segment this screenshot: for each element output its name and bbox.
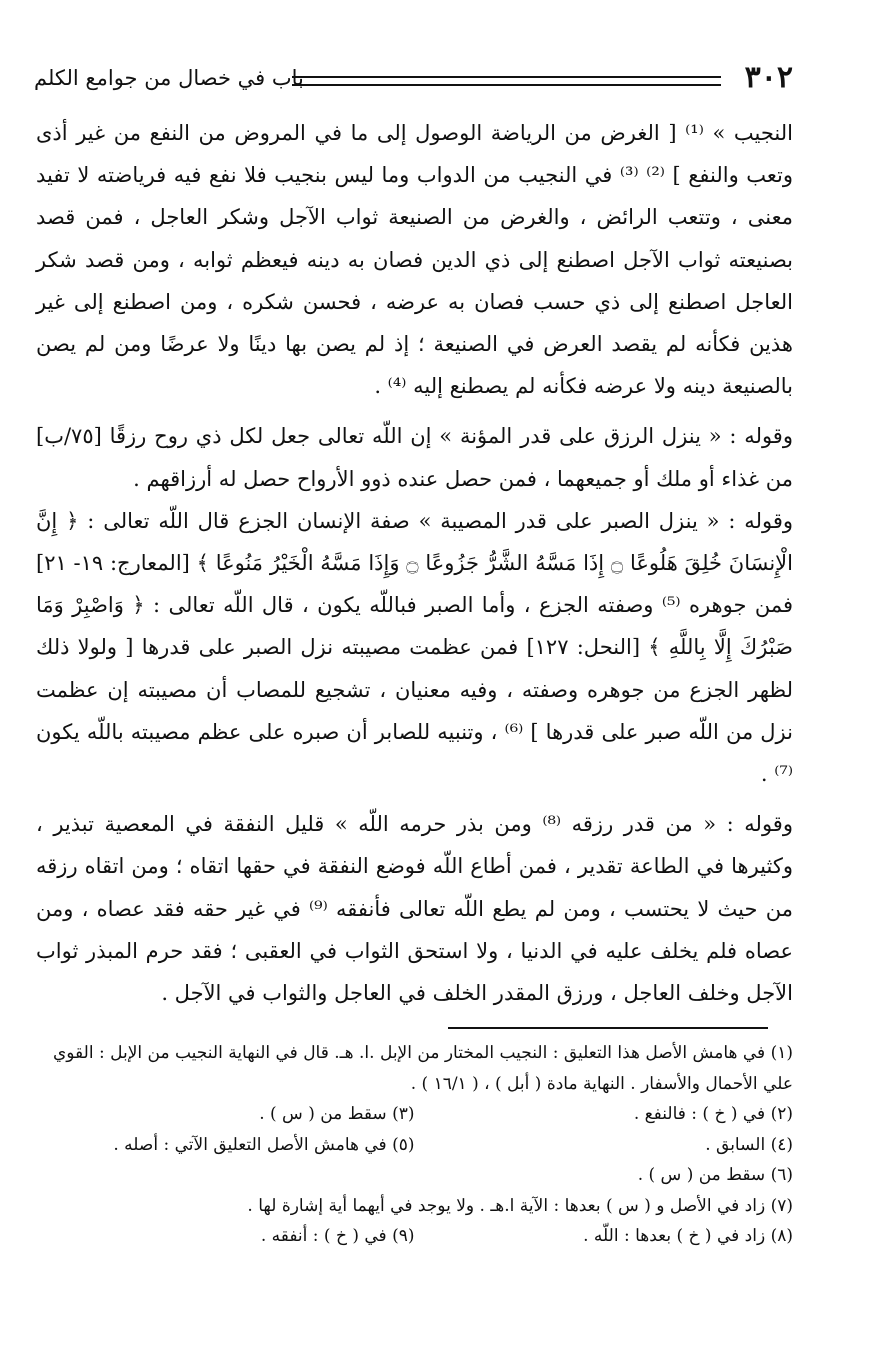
paragraph: النجيب » ⁽¹⁾ [ الغرض من الرياضة الوصول إلى ما في المروض من النفع من غير أذى وتعب والنفع ] ⁽²⁾ ⁽³⁾ في النجيب من الدواب وما ليس بنجيب فلا نفع فيه فرياضته لا تفيد معنى ، وتتعب الرائض ، والغرض من الصنيعة ثواب الآجل وشكر العاجل ، فمن قصد بصنيعته ثواب الآجل اصطنع إلى ذي الدين فصان به دينه فيعظم ثوابه ، ومن قصد شكر العاجل اصطنع إلى ذي حسب فصان به عرضه ، فحسن شكره ، ومن اصطنع إلى غير هذين فكأنه لم يقصد العرض في الصنيعة ؛ إذ لم يصن بها دينًا ولا عرضًا ومن لم يصن بالصنيعة دينه ولا عرضه فكأنه لم يصطنع إليه ⁽⁴⁾ . (36, 121, 793, 399)
footnote: (٨) زاد في ( خ ) بعدها : اللّه . (583, 1226, 793, 1246)
chapter-title: باب في خصال من جوامع الكلم (34, 66, 304, 90)
running-header (34, 58, 793, 98)
footnote: (١) في هامش الأصل هذا التعليق : النجيب المختار من الإبل .ا. هـ. قال في النهاية النجيب من الإبل : القوي علي الأحمال والأسفار . النهاية مادة ( أبل ) ، ( ١٦/١ ) . (52, 1043, 793, 1094)
paragraph: وقوله : « ينزل الصبر على قدر المصيبة » صفة الإنسان الجزع قال اللّه تعالى : ﴿ إِنَّ الْإِنسَانَ خُلِقَ هَلُوعًا ۝ إِذَا مَسَّهُ الشَّرُّ جَزُوعًا ۝ وَإِذَا مَسَّهُ الْخَيْرُ مَنُوعًا ﴾ [المعارج: ١٩- ٢١] فمن جوهره ⁽⁵⁾ وصفته الجزع ، وأما الصبر فباللّه يكون ، قال اللّه تعالى : ﴿ وَاصْبِرْ وَمَا صَبْرُكَ إِلَّا بِاللَّهِ ﴾ [النحل: ١٢٧] فمن عظمت مصيبته نزل الصبر على قدرها [ ولولا ذلك لظهر الجزع من جوهره وصفته ، وفيه معنيان ، تشجيع للمصاب أن مصيبته إن عظمت نزل من اللّه صبر على قدرها ] ⁽⁶⁾ ، وتنبيه للصابر أن صبره على عظم مصيبته باللّه يكون ⁽⁷⁾ . (36, 508, 793, 787)
paragraph: وقوله : « من قدر رزقه ⁽⁸⁾ ومن بذر حرمه اللّه » قليل النفقة في المعصية تبذير ، وكثيرها في الطاعة تقدير ، فمن أطاع اللّه فوضع النفقة في حقها اتقاه ؛ ومن اتقاه رزقه من حيث لا يحتسب ، ومن لم يطع اللّه تعالى فأنفقه ⁽⁹⁾ في غير حقه فقد عصاه ، ومن عصاه فلم يخلف عليه في الدنيا ، ولا استحق الثواب في العقبى ؛ فقد حرم المبذر ثواب الآجل وخلف العاجل ، ورزق المقدر الخلف في العاجل والثواب في الآجل . (36, 812, 793, 1006)
footnote-row (36, 1221, 793, 1252)
footnote: (٥) في هامش الأصل التعليق الآتي : أصله . (113, 1134, 415, 1155)
header-double-rule (292, 76, 721, 86)
footnote: (٣) سقط من ( س ) . (259, 1104, 415, 1124)
footnote-row (36, 1130, 793, 1161)
footnote-separator (448, 1027, 768, 1029)
footnotes (36, 1038, 793, 1252)
page-number: ٣٠٢ (744, 60, 793, 95)
main-text (36, 112, 793, 1014)
footnote: (٦) سقط من ( س ) . (637, 1165, 793, 1185)
footnote: (٩) في ( خ ) : أنفقه . (260, 1226, 415, 1246)
paragraph: وقوله : « ينزل الرزق على قدر المؤنة » إن اللّه تعالى جعل لكل ذي روح رزقًا [٧٥/ب] من غذاء أو ملك أو جميعهما ، فمن حصل عنده ذوو الأرواح حصل له أرزاقهم . (36, 424, 793, 491)
footnote: (٧) زاد في الأصل و ( س ) بعدها : الآية ا.هـ . ولا يوجد في أيهما أية إشارة لها . (247, 1195, 793, 1216)
footnote: (٢) في ( خ ) : فالنفع . (633, 1104, 793, 1124)
footnote: (٤) السابق . (705, 1134, 793, 1155)
footnote-row (36, 1099, 793, 1130)
